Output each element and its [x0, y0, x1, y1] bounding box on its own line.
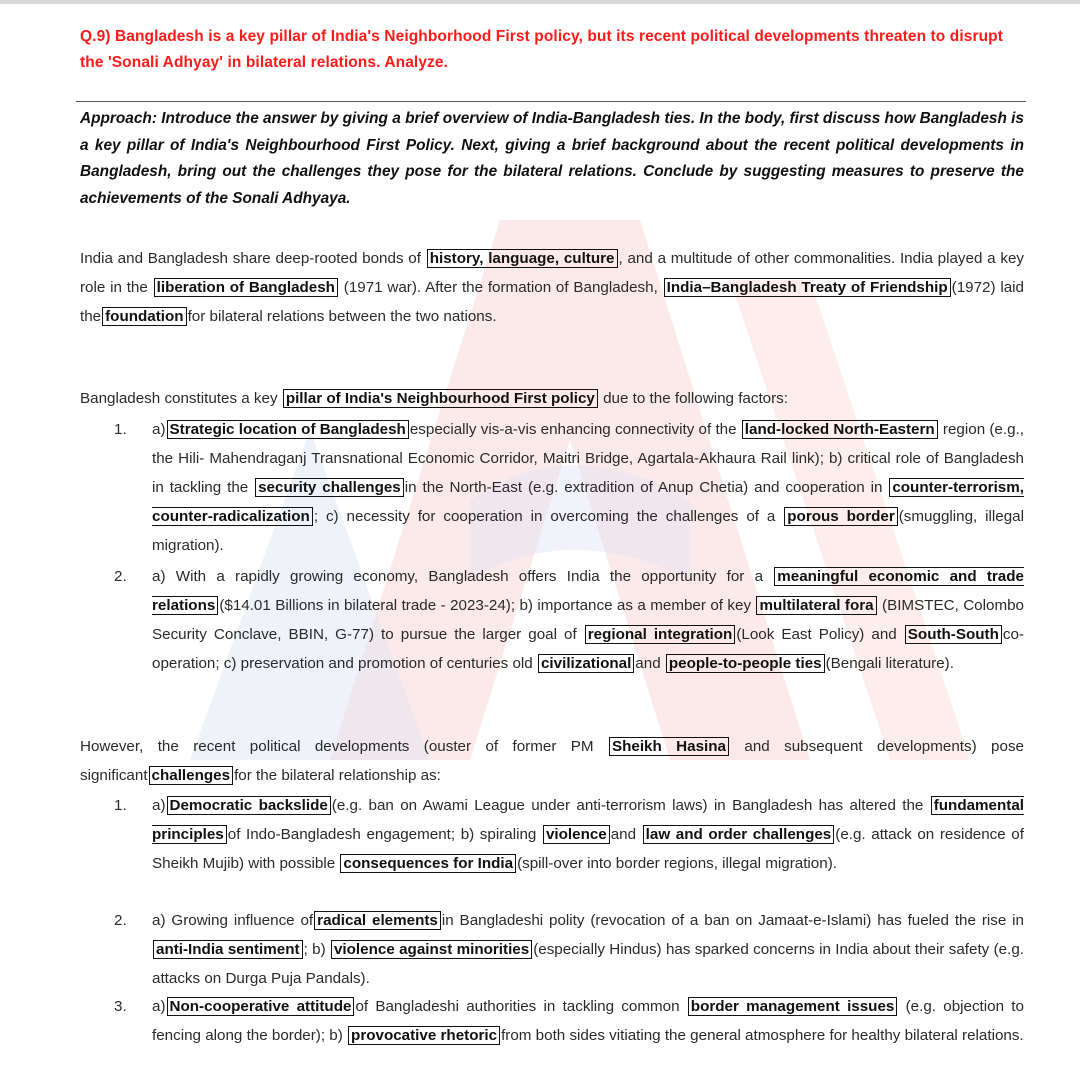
keyword-box: foundation [102, 307, 186, 326]
list-item: 1. a) Democratic backslide (e.g. ban on Awami League under anti-terrorism laws) in Bangladesh has altered the fundamental principles of Indo-Bangladesh engagement; b) spiraling violence and law and order challenges (e.g. attack on residence of Sheikh Mujib) with possible consequences for India (spill-over into border regions, illegal migration). [114, 797, 1024, 872]
keyword-box: South-South [905, 625, 1002, 644]
keyword-box: Sheikh Hasina [609, 737, 729, 756]
keyword-box: Democratic backslide [167, 796, 331, 815]
keyword-box: India–Bangladesh Treaty of Friendship [664, 278, 951, 297]
keyword-box: multilateral fora [756, 596, 876, 615]
keyword-box: challenges [149, 766, 234, 785]
keyword-box: meaningful economic and trade relations [152, 568, 1024, 614]
keyword-box: radical elements [314, 911, 441, 930]
list-item: 1. a) Strategic location of Bangladesh especially vis-a-vis enhancing connectivity of the land-locked North-Eastern region (e.g., the Hili- Mahendraganj Transnational Economic Corridor, Maitri Bridge, Agartala-Akhaura Rail link); b) critical role of Bangladesh in tackling the security challenges in the North-East (e.g. extradition of Anup Chetia) and cooperation in counter-terrorism, counter-radicalization ; c) necessity for cooperation in overcoming the challenges of a porous border (smuggling, illegal migration). [114, 421, 1024, 554]
keyword-box: history, language, culture [427, 249, 618, 268]
keyword-box: security challenges [255, 478, 404, 497]
keyword-box: provocative rhetoric [348, 1026, 500, 1045]
keyword-box: people-to-people ties [666, 654, 825, 673]
keyword-box: porous border [784, 507, 897, 526]
keyword-box: civilizational [538, 654, 634, 673]
keyword-box: fundamental principles [152, 797, 1024, 843]
list-item: 2. a) With a rapidly growing economy, Bangladesh offers India the opportunity for a meaningful economic and trade relations ($14.01 Billions in bilateral trade - 2023-24); b) importance as a member of key multilateral fora (BIMSTEC, Colombo Security Conclave, BBIN, G-77) to pursue the larger goal of regional integration (Look East Policy) and South-South co-operation; c) preservation and promotion of centuries old civilizational and people-to-people ties (Bengali literature). [114, 568, 1024, 672]
keyword-box: land-locked North-Eastern [742, 420, 938, 439]
keyword-box: consequences for India [340, 854, 516, 873]
list-item: 2. a) Growing influence of radical elements in Bangladeshi polity (revocation of a ban on Jamaat-e-Islami) has fueled the rise in anti-India sentiment ; b) violence against minorities (especially Hindus) has sparked concerns in India about their safety (e.g. attacks on Durga Puja Pandals). [114, 912, 1024, 987]
keyword-box: violence against minorities [331, 940, 532, 959]
keyword-box: liberation of Bangladesh [154, 278, 338, 297]
keyword-box: regional integration [585, 625, 736, 644]
intro-paragraph: India and Bangladesh share deep-rooted bonds of history, language, culture , and a multitude of other commonalities. India played a key role in the liberation of Bangladesh (1971 war). After the formation of Bangladesh, India–Bangladesh Treaty of Friendship (1972) laid the foundation for bilateral relations between the two nations. [80, 250, 1024, 325]
challenges-intro: However, the recent political developments (ouster of former PM Sheikh Hasina and subsequent developments) pose significant challenges for the bilateral relationship as: [80, 738, 1024, 784]
keyword-box: anti-India sentiment [153, 940, 303, 959]
divider [76, 101, 1026, 102]
approach-text: Approach: Introduce the answer by giving a brief overview of India-Bangladesh ties. In the body, first discuss how Bangladesh is a key pillar of India's Neighbourhood First Policy. Next, giving a brief background about the recent political developments in Bangladesh, bring out the challenges they pose for the bilateral relations. Conclude by suggesting measures to preserve the achievements of the Sonali Adhyaya. [80, 110, 1024, 207]
keyword-box: border management issues [688, 997, 898, 1016]
question-heading: Q.9) Bangladesh is a key pillar of India's Neighborhood First policy, but its recent political developments threaten to disrupt the 'Sonali Adhyay' in bilateral relations. Analyze. [80, 28, 1003, 71]
keyword-box: Strategic location of Bangladesh [167, 420, 409, 439]
keyword-box: Non-cooperative attitude [167, 997, 355, 1016]
list-item: 3. a) Non-cooperative attitude of Bangladeshi authorities in tackling common border management issues (e.g. objection to fencing along the border); b) provocative rhetoric from both sides vitiating the general atmosphere for healthy bilateral relations. [114, 998, 1024, 1044]
keyword-box: counter-terrorism, counter-radicalization [152, 479, 1024, 525]
pillar-intro: Bangladesh constitutes a key pillar of India's Neighbourhood First policy due to the following factors: [80, 390, 788, 407]
keyword-box: pillar of India's Neighbourhood First policy [283, 389, 598, 408]
keyword-box: law and order challenges [643, 825, 835, 844]
keyword-box: violence [543, 825, 610, 844]
